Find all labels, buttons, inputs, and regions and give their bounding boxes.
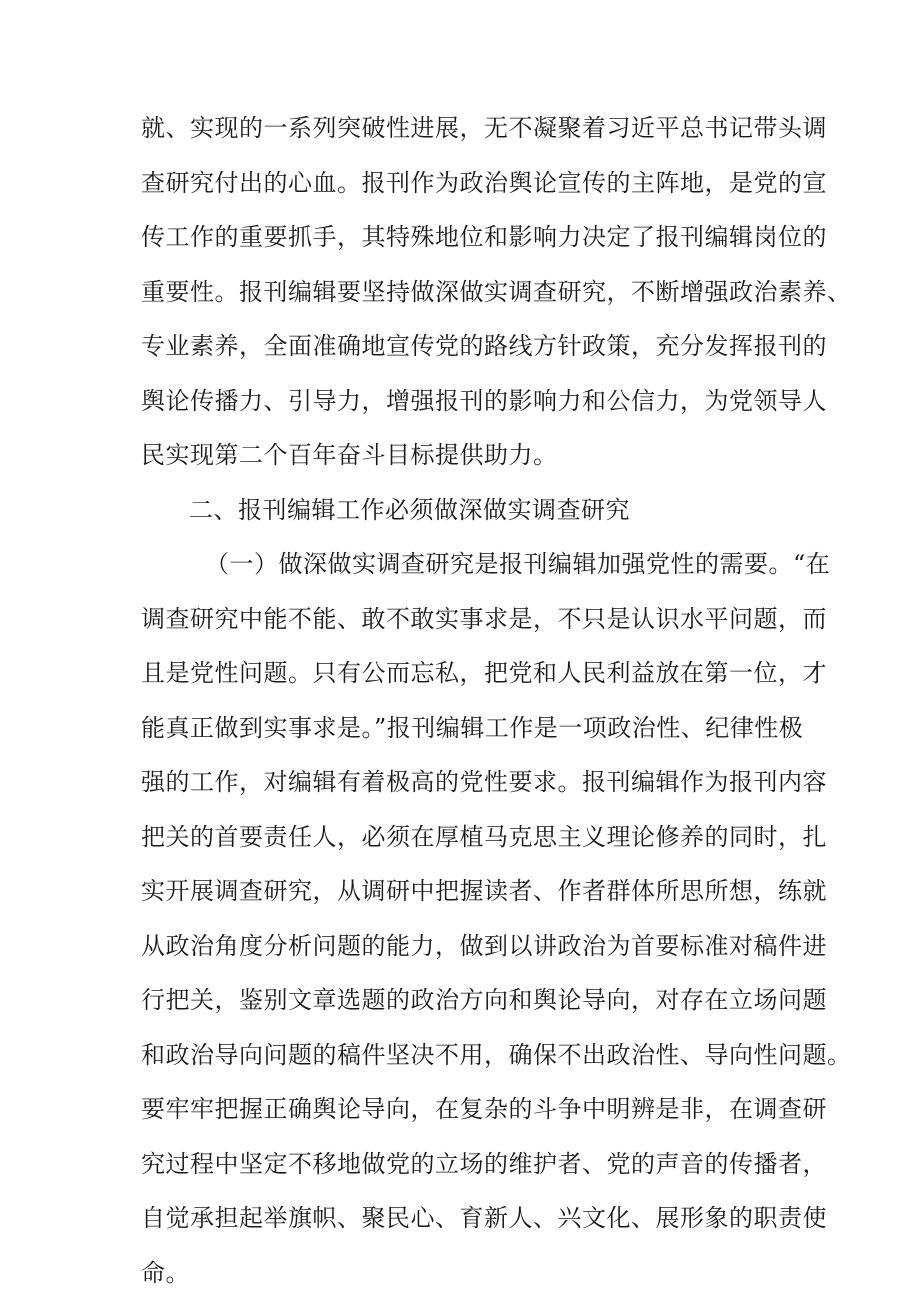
text-line: 能真正做到实事求是。”报刊编辑工作是一项政治性、纪律性极 (141, 713, 804, 742)
text-line: 就、实现的一系列突破性进展，无不凝聚着习近平总书记带头调 (141, 114, 827, 142)
paragraph-continuation (141, 101, 852, 483)
text-line: 实开展调查研究，从调研中把握读者、作者群体所思所想，练就 (141, 877, 827, 905)
text-line: 民实现第二个百年奋斗目标提供助力。 (141, 441, 558, 469)
text-line: 把关的首要责任人，必须在厚植马克思主义理论修养的同时，扎 (141, 822, 827, 851)
text-line: 究过程中坚定不移地做党的立场的维护者、党的声音的传播者， (141, 1149, 827, 1178)
text-line: 调查研究中能不能、敢不敢实事求是，不只是认识水平问题，而 (141, 604, 827, 633)
text-line: 且是党性问题。只有公而忘私，把党和人民利益放在第一位，才 (141, 659, 827, 687)
section-heading (141, 483, 781, 538)
text-line: 和政治导向问题的稿件坚决不用，确保不出政治性、导向性问题。 (141, 1040, 852, 1069)
paragraph-subsection-1 (141, 537, 852, 1300)
text-line: 重要性。报刊编辑要坚持做深做实调查研究，不断增强政治素养、 (141, 277, 852, 306)
text-line: 查研究付出的心血。报刊作为政治舆论宣传的主阵地，是党的宣 (141, 168, 827, 197)
text-line: 强的工作，对编辑有着极高的党性要求。报刊编辑作为报刊内容 (141, 768, 827, 796)
text-line: 从政治角度分析问题的能力，做到以讲政治为首要标准对稿件进 (141, 931, 827, 960)
document-body (141, 101, 852, 1300)
text-line: 自觉承担起举旗帜、聚民心、育新人、兴文化、展形象的职责使 (141, 1204, 827, 1232)
text-line: 命。 (141, 1258, 190, 1287)
text-line: 传工作的重要抓手，其特殊地位和影响力决定了报刊编辑岗位的 (141, 223, 827, 251)
section-heading-text: 二、报刊编辑工作必须做深做实调查研究 (189, 495, 630, 524)
text-line: 行把关，鉴别文章选题的政治方向和舆论导向，对存在立场问题 (141, 986, 827, 1014)
text-line: 舆论传播力、引导力，增强报刊的影响力和公信力，为党领导人 (141, 386, 827, 415)
text-line: 要牢牢把握正确舆论导向，在复杂的斗争中明辨是非，在调查研 (141, 1095, 827, 1123)
subsection-heading-line: （一）做深做实调查研究是报刊编辑加强党性的需要。“在 (205, 550, 831, 578)
text-line: 专业素养，全面准确地宣传党的路线方针政策，充分发挥报刊的 (141, 332, 827, 360)
